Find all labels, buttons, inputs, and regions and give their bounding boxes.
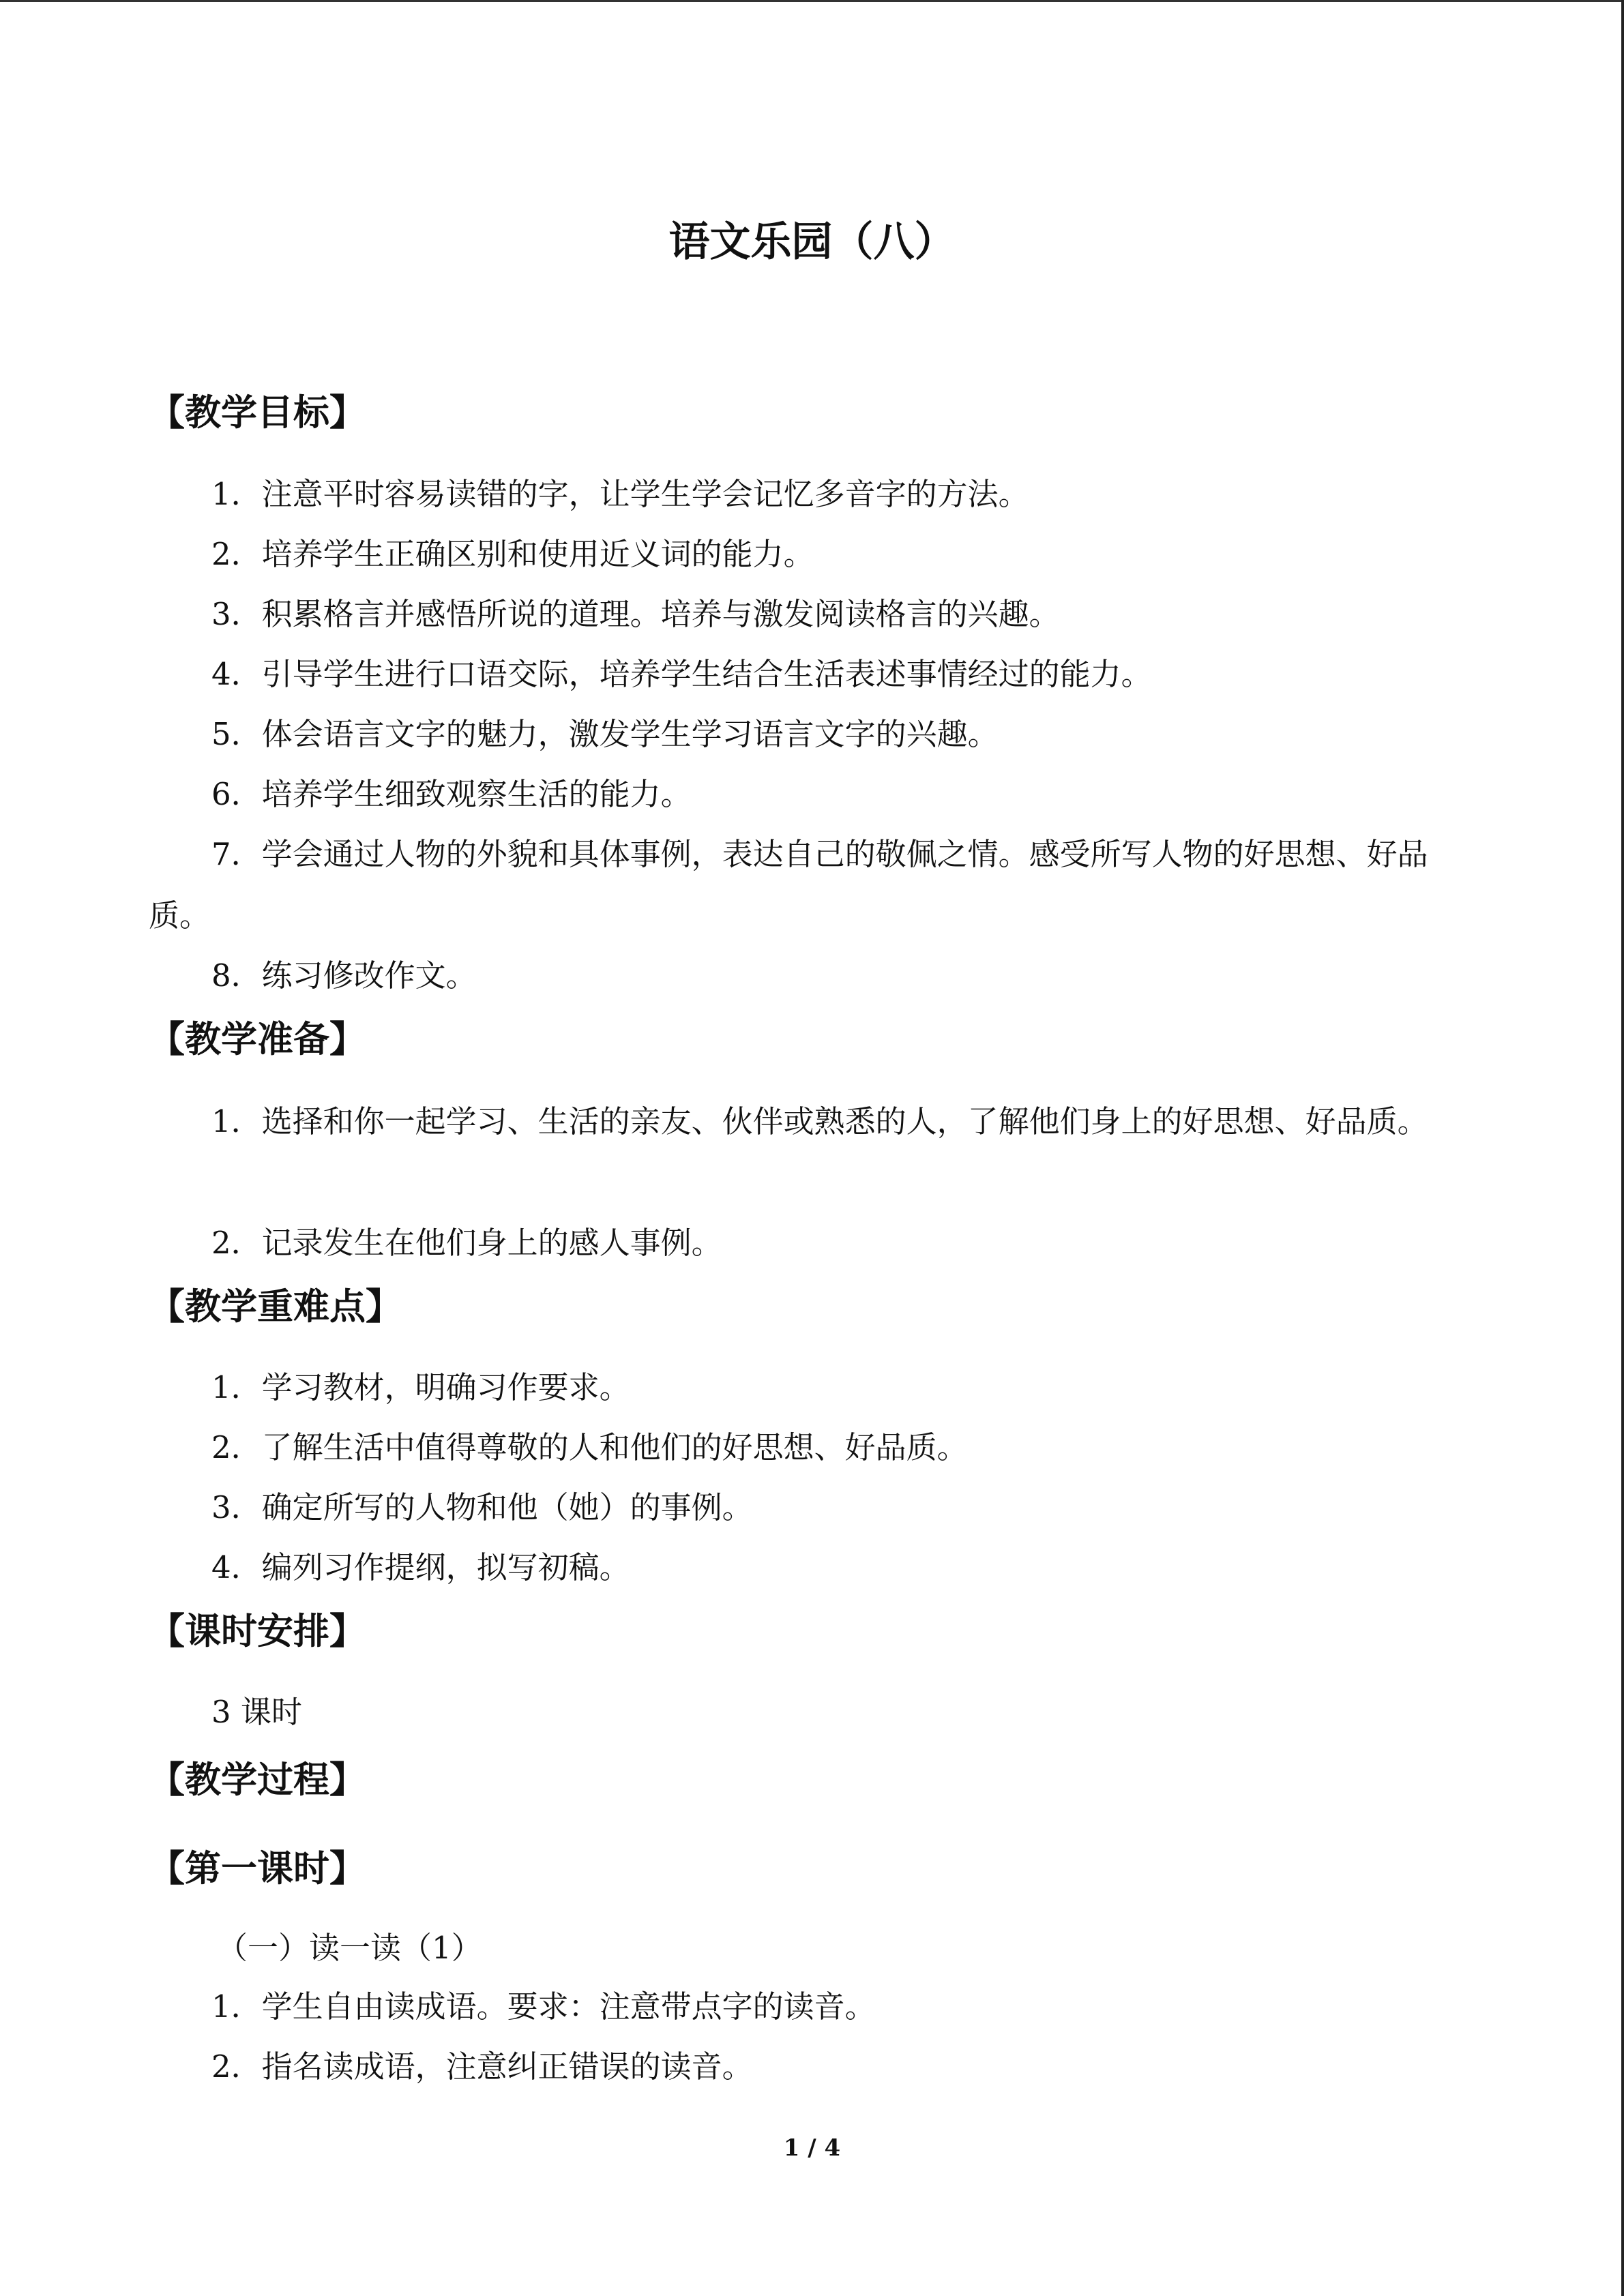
section-heading-schedule: 【课时安排】 bbox=[149, 1610, 366, 1652]
goal-item-8: 8．练习修改作文。 bbox=[211, 957, 477, 994]
key-point-item-4: 4．编列习作提纲，拟写初稿。 bbox=[211, 1549, 630, 1585]
goal-item-1: 1．注意平时容易读错的字，让学生学会记忆多音字的方法。 bbox=[211, 476, 1029, 512]
goal-item-2: 2．培养学生正确区别和使用近义词的能力。 bbox=[211, 536, 814, 572]
document-title: 语文乐园（八） bbox=[668, 218, 956, 266]
goal-item-7: 7．学会通过人物的外貌和具体事例，表达自己的敬佩之情。感受所写人物的好思想、好品质。 bbox=[149, 836, 1428, 934]
right-border bbox=[1621, 0, 1624, 2296]
lesson-1-item-1: 1．学生自由读成语。要求：注意带点字的读音。 bbox=[211, 1988, 876, 2025]
key-point-item-1: 1．学习教材，明确习作要求。 bbox=[211, 1369, 630, 1405]
section-heading-key-points: 【教学重难点】 bbox=[149, 1285, 402, 1328]
section-heading-goals: 【教学目标】 bbox=[149, 391, 366, 434]
schedule-text: 3 课时 bbox=[211, 1694, 302, 1730]
section-heading-preparation: 【教学准备】 bbox=[149, 1018, 366, 1060]
key-point-item-3: 3．确定所写的人物和他（她）的事例。 bbox=[211, 1489, 753, 1525]
top-border bbox=[0, 0, 1624, 2]
section-heading-process: 【教学过程】 bbox=[149, 1759, 366, 1801]
lesson-1-subheading: （一）读一读（1） bbox=[217, 1930, 482, 1966]
page-number: 1 / 4 bbox=[783, 2134, 841, 2162]
goal-item-5: 5．体会语言文字的魅力，激发学生学习语言文字的兴趣。 bbox=[211, 716, 999, 752]
preparation-item-2: 2．记录发生在他们身上的感人事例。 bbox=[211, 1225, 722, 1261]
goal-item-4: 4．引导学生进行口语交际，培养学生结合生活表述事情经过的能力。 bbox=[211, 656, 1152, 692]
goal-item-3: 3．积累格言并感悟所说的道理。培养与激发阅读格言的兴趣。 bbox=[211, 596, 1060, 632]
lesson-1-item-2: 2．指名读成语，注意纠正错误的读音。 bbox=[211, 2048, 753, 2085]
preparation-item-1: 1．选择和你一起学习、生活的亲友、伙伴或熟悉的人，了解他们身上的好思想、好品质。 bbox=[211, 1103, 1428, 1139]
goal-item-6: 6．培养学生细致观察生活的能力。 bbox=[211, 776, 692, 812]
key-point-item-2: 2．了解生活中值得尊敬的人和他们的好思想、好品质。 bbox=[211, 1429, 968, 1465]
section-heading-lesson-1: 【第一课时】 bbox=[149, 1847, 366, 1890]
